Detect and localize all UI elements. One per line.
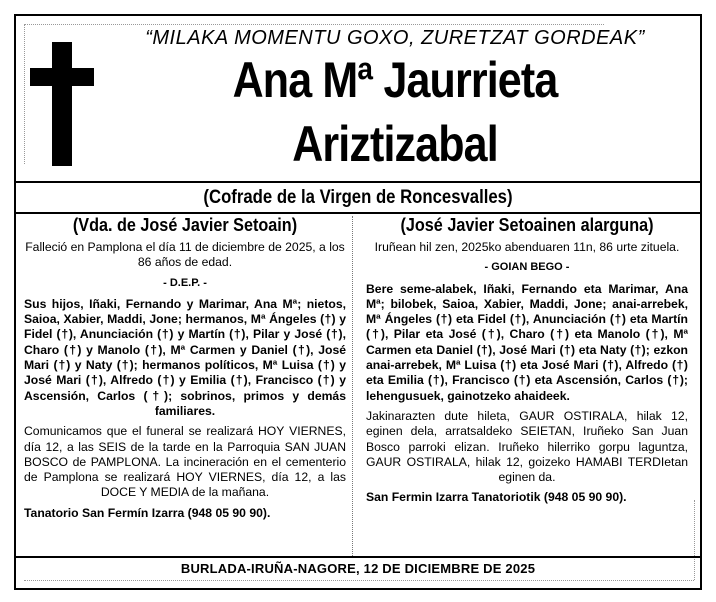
spanish-heading: (Vda. de José Javier Setoain) [72,215,298,235]
spanish-funeral-home: Tanatorio San Fermín Izarra (948 05 90 90). [24,505,271,520]
column-divider [352,216,353,556]
basque-funeral-home: San Fermin Izarra Tanatoriotik (948 05 90 90). [366,490,627,505]
divider-bottom [14,556,702,558]
basque-family: Bere seme-alabek, Iñaki, Fernando eta Marimar, Ana Mª; bilobek, Saioa, Xabier, Maddi, Jone; anai-arrebek, Mª Ángeles (†) eta Fidel (†), Anunciación (†) eta Martín (†), Pilar eta José (†), Charo (†) eta Manolo (†), Mª Carmen eta Daniel (†), José Mari (†) eta Naty (†); ezkon anai-arrebek, Mª Luisa (†) eta José Mari (†), Alfredo (†) eta Emilia (†), Francisco (†) eta Ascensión, Carlos (†); lehengusuek, gainotzeko ahaideek. [366,281,688,403]
spanish-separator: - D.E.P. - [163,276,207,289]
divider-top [14,181,702,183]
deceased-name-line1: Ana Mª Jaurrieta [232,52,558,108]
motto: “MILAKA MOMENTU GOXO, ZURETZAT GORDEAK” [145,27,645,49]
deceased-name-line2: Ariztizabal [292,116,498,172]
basque-heading: (José Javier Setoainen alarguna) [400,215,654,235]
cross-icon [30,42,94,166]
subtitle: (Cofrade de la Virgen de Roncesvalles) [203,187,513,208]
spanish-family: Sus hijos, Iñaki, Fernando y Marimar, Ana Mª; nietos, Saioa, Xabier, Maddi, Jone; hermanos, Mª Ángeles (†) y Fidel (†), Anunciación (†) y Martín (†), Pilar y José (†), Charo (†) y Manolo (†), Mª Carmen y Daniel (†), José Mari (†) y Naty (†); hermanos políticos, Mª Luisa (†) y José Mari (†), Alfredo (†) y Emilia (†), Francisco (†) y Ascensión, Carlos (†); sobrinos, primos y demás familiares. [24,296,346,418]
place-date: BURLADA-IRUÑA-NAGORE, 12 DE DICIEMBRE DE 2025 [180,561,536,576]
basque-separator: - GOIAN BEGO - [484,261,570,274]
basque-notice: Jakinarazten dute hileta, GAUR OSTIRALA, hilak 12, eginen dela, arratsaldeko SEIETAN, Iruñeko San Juan Bosco parroki elizan. Iruñeko hilerriko gorpu laguntza, GAUR OSTIRALA, hilak 12, goizeko HAMABI TERDIetan eginen da. [366,408,688,485]
spanish-intro: Falleció en Pamplona el día 11 de diciembre de 2025, a los 86 años de edad. [25,240,345,270]
spanish-notice: Comunicamos que el funeral se realizará HOY VIERNES, día 12, a las SEIS de la tarde en la Parroquia SAN JUAN BOSCO de PAMPLONA. La incineración en el cementerio de Pamplona se realizará HOY VIERNES, día 12, a las DOCE Y MEDIA de la mañana. [24,424,346,500]
spanish-column [24,214,346,526]
basque-column [366,214,688,511]
basque-intro: Iruñean hil zen, 2025ko abenduaren 11n, 86 urte zituela. [374,240,680,254]
